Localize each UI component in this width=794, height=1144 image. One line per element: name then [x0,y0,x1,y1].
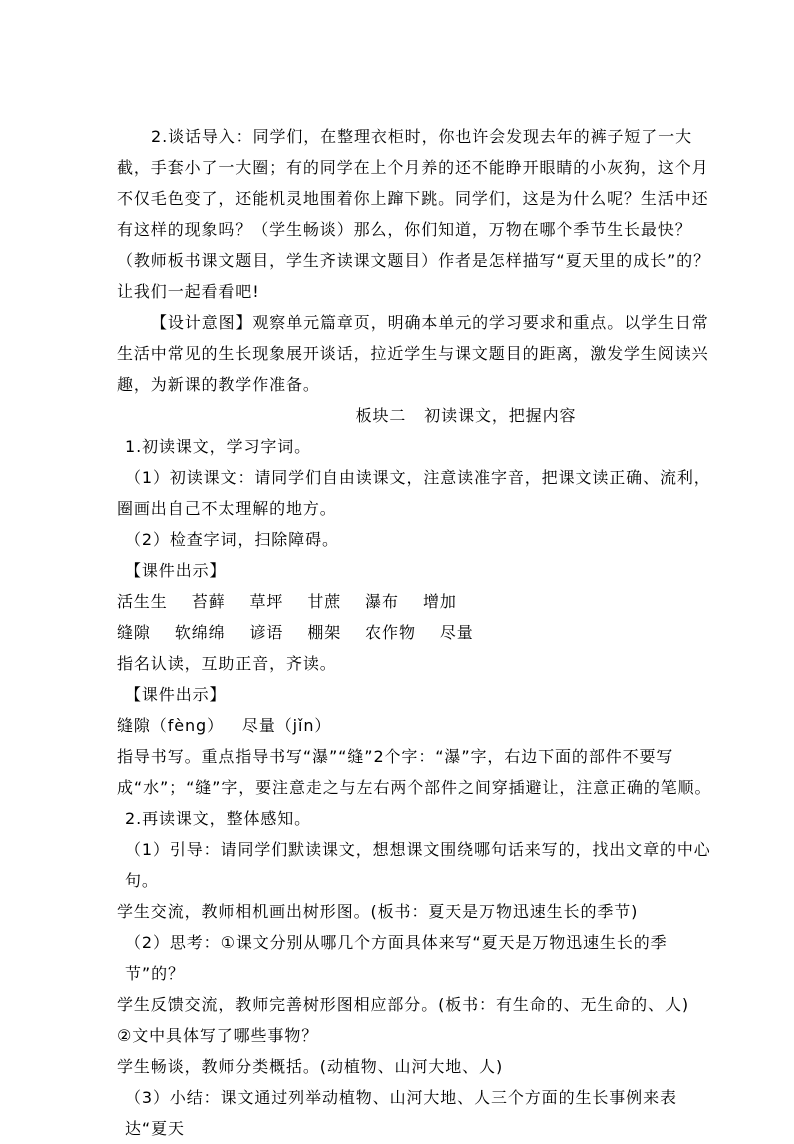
step2-title: 2.再读课文，整体感知。 [125,809,312,828]
word-item: 农作物 [365,623,416,642]
word-item: 棚架 [307,623,342,642]
writing-guide: 指导书写。重点指导书写“瀑”“缝”2个字：“瀑”字，右边下面的部件不要写成“水”；“缝”字，要注意走之与左右两个部件之间穿插避让，注意正确的笔顺。 [117,747,712,797]
word-item: 苔藓 [191,592,226,611]
word-item: 草坪 [249,592,284,611]
pinyin-line: 缝隙（fèng） 尽量（jǐn） [117,716,332,735]
step1-item-2: （2）检查字词，扫除障碍。 [125,530,339,549]
word-item: 软绵绵 [174,623,226,642]
section-heading: 板块二 初读课文，把握内容 [355,406,577,425]
courseware-label: 【课件出示】 [125,685,227,704]
read-instruction: 指名认读，互助正音，齐读。 [117,654,337,673]
word-item: 缝隙 [117,623,151,642]
step2-item-1-answer: 学生交流，教师相机画出树形图。(板书：夏天是万物迅速生长的季节) [117,902,639,921]
step2-item-2b-answer: 学生畅谈，教师分类概括。(动植物、山河大地、人) [117,1057,504,1076]
step2-item-2b: ②文中具体写了哪些事物？ [117,1026,319,1045]
word-row-2 [117,617,719,648]
word-item: 尽量 [439,623,474,642]
step2-item-2: （2）思考：①课文分别从哪几个方面具体来写“夏天是万物迅速生长的季节”的？ [125,933,668,983]
word-row-1 [117,586,719,617]
word-item: 甘蔗 [307,592,342,611]
word-item: 活生生 [117,592,168,611]
design-intent-paragraph: 【设计意图】观察单元篇章页，明确本单元的学习要求和重点。以学生日常生活中常见的生长现象展开谈话，拉近学生与课文题目的距离，激发学生阅读兴趣，为新课的教学作准备。 [117,313,709,394]
step2-item-1: （1）引导：请同学们默读课文，想想课文围绕哪句话来写的，找出文章的中心句。 [125,840,711,890]
courseware-label: 【课件出示】 [125,561,227,580]
step2-item-2-answer: 学生反馈交流，教师完善树形图相应部分。(板书：有生命的、无生命的、人) [117,995,689,1014]
intro-paragraph: 2.谈话导入：同学们，在整理衣柜时，你也许会发现去年的裤子短了一大截，手套小了一大圈；有的同学在上个月养的还不能睁开眼睛的小灰狗，这个月不仅毛色变了，还能机灵地围着你上蹿下跳。同学们，这是为什么呢？生活中还有这样的现象吗？（学生畅谈）那么，你们知道，万物在哪个季节生长最快？（教师板书课文题目，学生齐读课文题目）作者是怎样描写“夏天里的成长”的？让我们一起看看吧! [117,127,710,301]
step1-item-1: （1）初读课文：请同学们自由读课文，注意读准字音，把课文读正确、流利，圈画出自己不太理解的地方。 [117,468,711,518]
word-item: 瀑布 [365,592,399,611]
step1-title: 1.初读课文，学习字词。 [125,437,312,456]
word-item: 增加 [422,592,457,611]
word-item: 谚语 [249,623,284,642]
step2-item-3: （3）小结：课文通过列举动植物、山河大地、人三个方面的生长事例来表达“夏天 [125,1088,677,1138]
document-body [117,121,719,1144]
